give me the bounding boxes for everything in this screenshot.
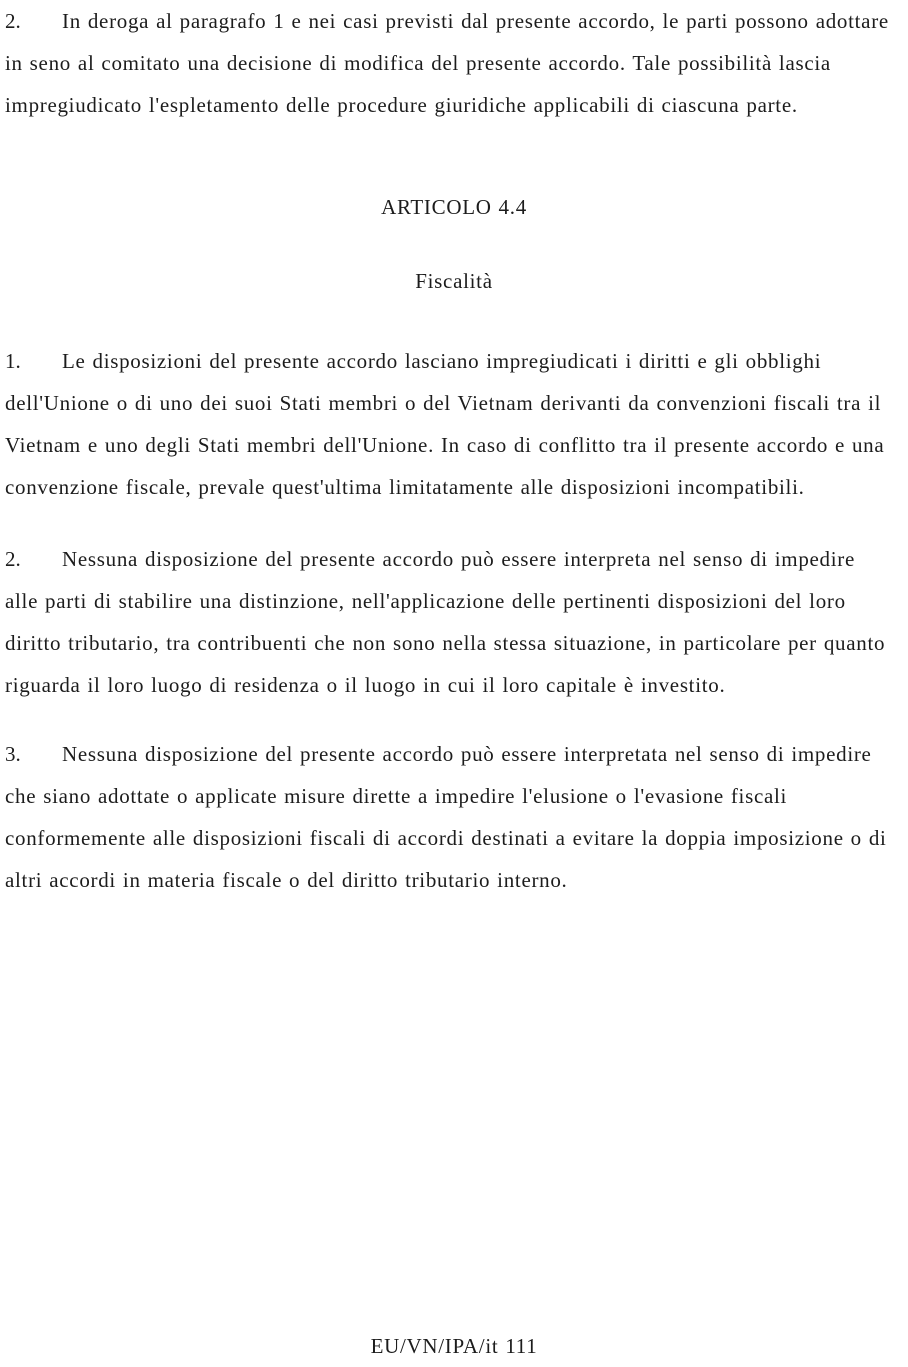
clause-number: 3. — [5, 742, 21, 766]
clause-3 — [5, 733, 891, 901]
clause-number: 2. — [5, 547, 21, 571]
clause-text: In deroga al paragrafo 1 e nei casi previsti dal presente accordo, le parti possono adottare in seno al comitato una decisione di modifica del presente accordo. Tale possibilità lascia impregiudicato l'espletamento delle procedure giuridiche applicabili di ciascuna parte. — [5, 9, 889, 117]
clause-number: 2. — [5, 9, 21, 33]
clause-amendment-intro — [5, 0, 891, 126]
page-footer-reference: EU/VN/IPA/it 111 — [370, 1334, 538, 1358]
clause-text: Nessuna disposizione del presente accordo può essere interpreta nel senso di impedire alle parti di stabilire una distinzione, nell'applicazione delle pertinenti disposizioni del loro diritto tributario, tra contribuenti che non sono nella stessa situazione, in particolare per quanto riguarda il loro luogo di residenza o il luogo in cui il loro capitale è investito. — [5, 547, 886, 697]
article-subject-heading: Fiscalità — [415, 269, 493, 293]
clause-number: 1. — [5, 349, 21, 373]
clause-2 — [5, 538, 891, 706]
clause-text: Le disposizioni del presente accordo lasciano impregiudicati i diritti e gli obblighi dell'Unione o di uno dei suoi Stati membri o del Vietnam derivanti da convenzioni fiscali tra il Vietnam e uno degli Stati membri dell'Unione. In caso di conflitto tra il presente accordo e una convenzione fiscale, prevale quest'ultima limitatamente alle disposizioni incompatibili. — [5, 349, 885, 499]
clause-1 — [5, 340, 891, 508]
clause-text: Nessuna disposizione del presente accordo può essere interpretata nel senso di impedire che siano adottate o applicate misure dirette a impedire l'elusione o l'evasione fiscali conformemente alle disposizioni fiscali di accordi destinati a evitare la doppia imposizione o di altri accordi in materia fiscale o del diritto tributario interno. — [5, 742, 887, 892]
article-heading: ARTICOLO 4.4 — [381, 195, 527, 219]
